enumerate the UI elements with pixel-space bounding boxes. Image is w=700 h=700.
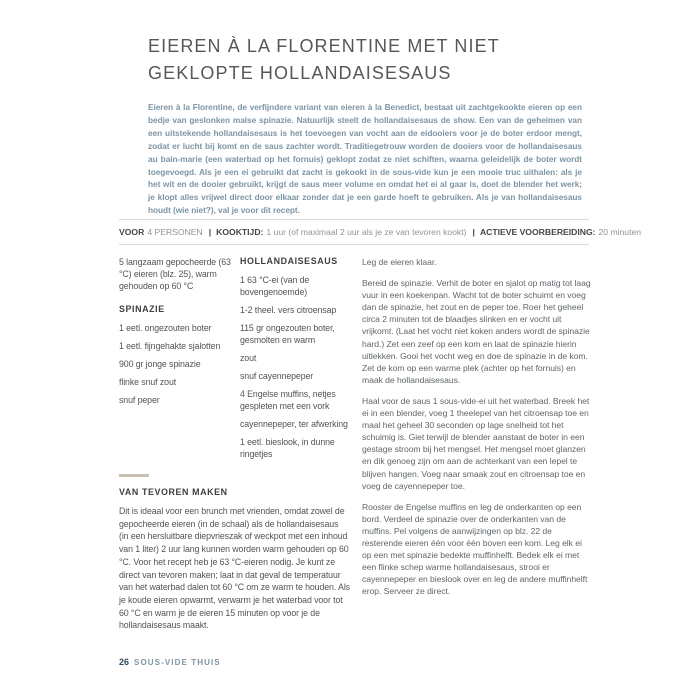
page-title-line2: GEKLOPTE HOLLANDAISESAUS — [148, 63, 452, 83]
ingredient-item: 900 gr jonge spinazie — [119, 359, 201, 369]
ingredient-item: 1 eetl. fijngehakte sjalotten — [119, 341, 221, 351]
recipe-intro-paragraph: Eieren à la Florentine, de verfijndere variant van eieren à la Benedict, bestaat uit zachtgekookte eieren op een bedje van geslonken malse spinazie. Natuurlijk steelt de hollandaisesaus de show. Een van de geheimen van een uitstekende hollandaisesaus is het toevoegen van vocht aan de eidooiers voor je de boter erdoor mengt, zodat er lucht bij komt en de saus zachter wordt. Traditiegetrouw worden de dooiers voor de hollandaisesaus au bain-marie (een waterbad op het fornuis) geklopt zodat ze niet schiften, waarna geleidelijk de boter wordt toegevoegd. Als je een ei gebruikt dat zacht is gekookt in de sous-vide kun je een mooie truc uithalen: als je het wit en de dooier gebruikt, krijgt de saus meer volume en omdat het ei al gaar is, doet de blender het werk; je klopt alles vrijwel direct door elkaar zonder dat je een garde hoeft te gebruiken. Als je van hollandaisesaus houdt (wie niet?), val je voor dit recept. — [148, 102, 582, 216]
ingredient-item: snuf peper — [119, 395, 160, 405]
cook-time-value: 1 uur (of maximaal 2 uur als je ze van tevoren kookt) — [266, 227, 467, 237]
ingredient-item: cayennepeper, ter afwerking — [240, 419, 348, 429]
recipe-meta-bar — [119, 219, 642, 245]
ingredients-column-1 — [119, 256, 239, 412]
page-title — [148, 33, 500, 87]
make-ahead-heading: VAN TEVOREN MAKEN — [119, 487, 228, 497]
active-prep-value: 20 minuten — [598, 227, 642, 237]
meta-separator: | — [472, 227, 475, 237]
page-footer — [119, 657, 221, 667]
instruction-paragraph: Haal voor de saus 1 sous-vide-ei uit het waterbad. Breek het ei in een blender, voeg 1 theelepel van het citroensap toe en maal het geheel 30 seconden op lage snelheid tot het schuimig is. Giet terwijl de blender aanstaat de boter in een gestage stroom bij het mengsel. Het mengsel moet glanzen en dik genoeg zijn om aan de achterkant van een lepel te blijven hangen. Voeg naar smaak zout en citroensap toe en voeg de cayennepeper toe. — [362, 395, 590, 491]
active-prep-label: ACTIEVE VOORBEREIDING: — [479, 227, 596, 237]
ingredients-column-2 — [240, 256, 356, 466]
ingredient-item: snuf cayennepeper — [240, 371, 314, 381]
instruction-paragraph: Rooster de Engelse muffins en leg de onderkanten op een bord. Verdeel de spinazie over de onderkanten van de muffins. Pel volgens de aanwijzingen op blz. 22 de resterende eieren één voor één boven een kom. Leg elk ei op een met spinazie bedekte muffinhelft. Bedek elk ei met een flinke schep warme hollandaisesaus, strooi er cayennepeper en bieslook over en leg de andere muffinhelft erop. Serveer ze direct. — [362, 501, 588, 597]
ingredient-item: 1 eetl. ongezouten boter — [119, 323, 212, 333]
make-ahead-section — [119, 474, 350, 632]
ingredient-item: 115 gr ongezouten boter, gesmolten en warm — [240, 323, 335, 345]
cook-time-label: KOOKTIJD: — [216, 227, 264, 237]
meta-separator: | — [208, 227, 212, 237]
page-number: 26 — [119, 657, 130, 667]
book-title: SOUS-VIDE THUIS — [134, 658, 221, 667]
make-ahead-body: Dit is ideaal voor een brunch met vrienden, omdat zowel de gepocheerde eieren (in de schaal) als de hollandaisesaus (in een hersluitbare diepvrieszak of weckpot met een inhoud van 1 liter) 2 uur lang kunnen worden warm gehouden op 60 °C. Voor het recept heb je 63 °C-eieren nodig. Je kunt ze direct van tevoren maken; laat in dat geval de temperatuur van het waterbad dalen tot 60 °C om ze warm te houden. Als je koude eieren opwarmt, verwarm je het waterbad voor tot 60 °C en warm je de eieren 15 minuten op voor je de hollandaisesaus maakt. — [119, 506, 350, 631]
ingredient-item: zout — [240, 353, 257, 363]
serves-label: VOOR — [119, 227, 145, 237]
ingredient-item: 4 Engelse muffins, netjes gespleten met een vork — [240, 389, 336, 411]
ingredient-item: flinke snuf zout — [119, 377, 177, 387]
spinach-section-heading: SPINAZIE — [119, 304, 165, 314]
ingredient-item: 1-2 theel. vers citroensap — [240, 305, 337, 315]
instructions-column — [362, 256, 592, 606]
page-title-line1: EIEREN À LA FLORENTINE MET NIET — [148, 36, 500, 56]
hollandaise-section-heading: HOLLANDAISESAUS — [240, 256, 338, 266]
instruction-paragraph: Bereid de spinazie. Verhit de boter en sjalot op matig tot laag vuur in een koekenpan. Wacht tot de boter schuimt en voeg dan de spinazie, het zout en de peper toe. Roer het geheel circa 2 minuten tot de blaadjes slinken en er vocht uit vrijkomt. (Laat het vocht niet koken anders wordt de spinazie hard.) Zet een zeef op een kom en laat de spinazie hierin uitlekken. Gooi het vocht weg en doe de spinazie in de kom. Zet de kom op een warme plek (achter op het fornuis) en maak de hollandaisesaus. — [362, 278, 591, 385]
ingredient-lead: 5 langzaam gepocheerde (63 °C) eieren (blz. 25), warm gehouden op 60 °C — [119, 257, 231, 291]
instruction-paragraph: Leg de eieren klaar. — [362, 257, 437, 267]
ingredient-item: 1 eetl. bieslook, in dunne ringetjes — [240, 437, 335, 459]
serves-value: 4 PERSONEN — [147, 227, 203, 237]
section-divider-rule — [119, 474, 149, 477]
ingredient-item: 1 63 °C-ei (van de bovengenoemde) — [240, 275, 310, 297]
